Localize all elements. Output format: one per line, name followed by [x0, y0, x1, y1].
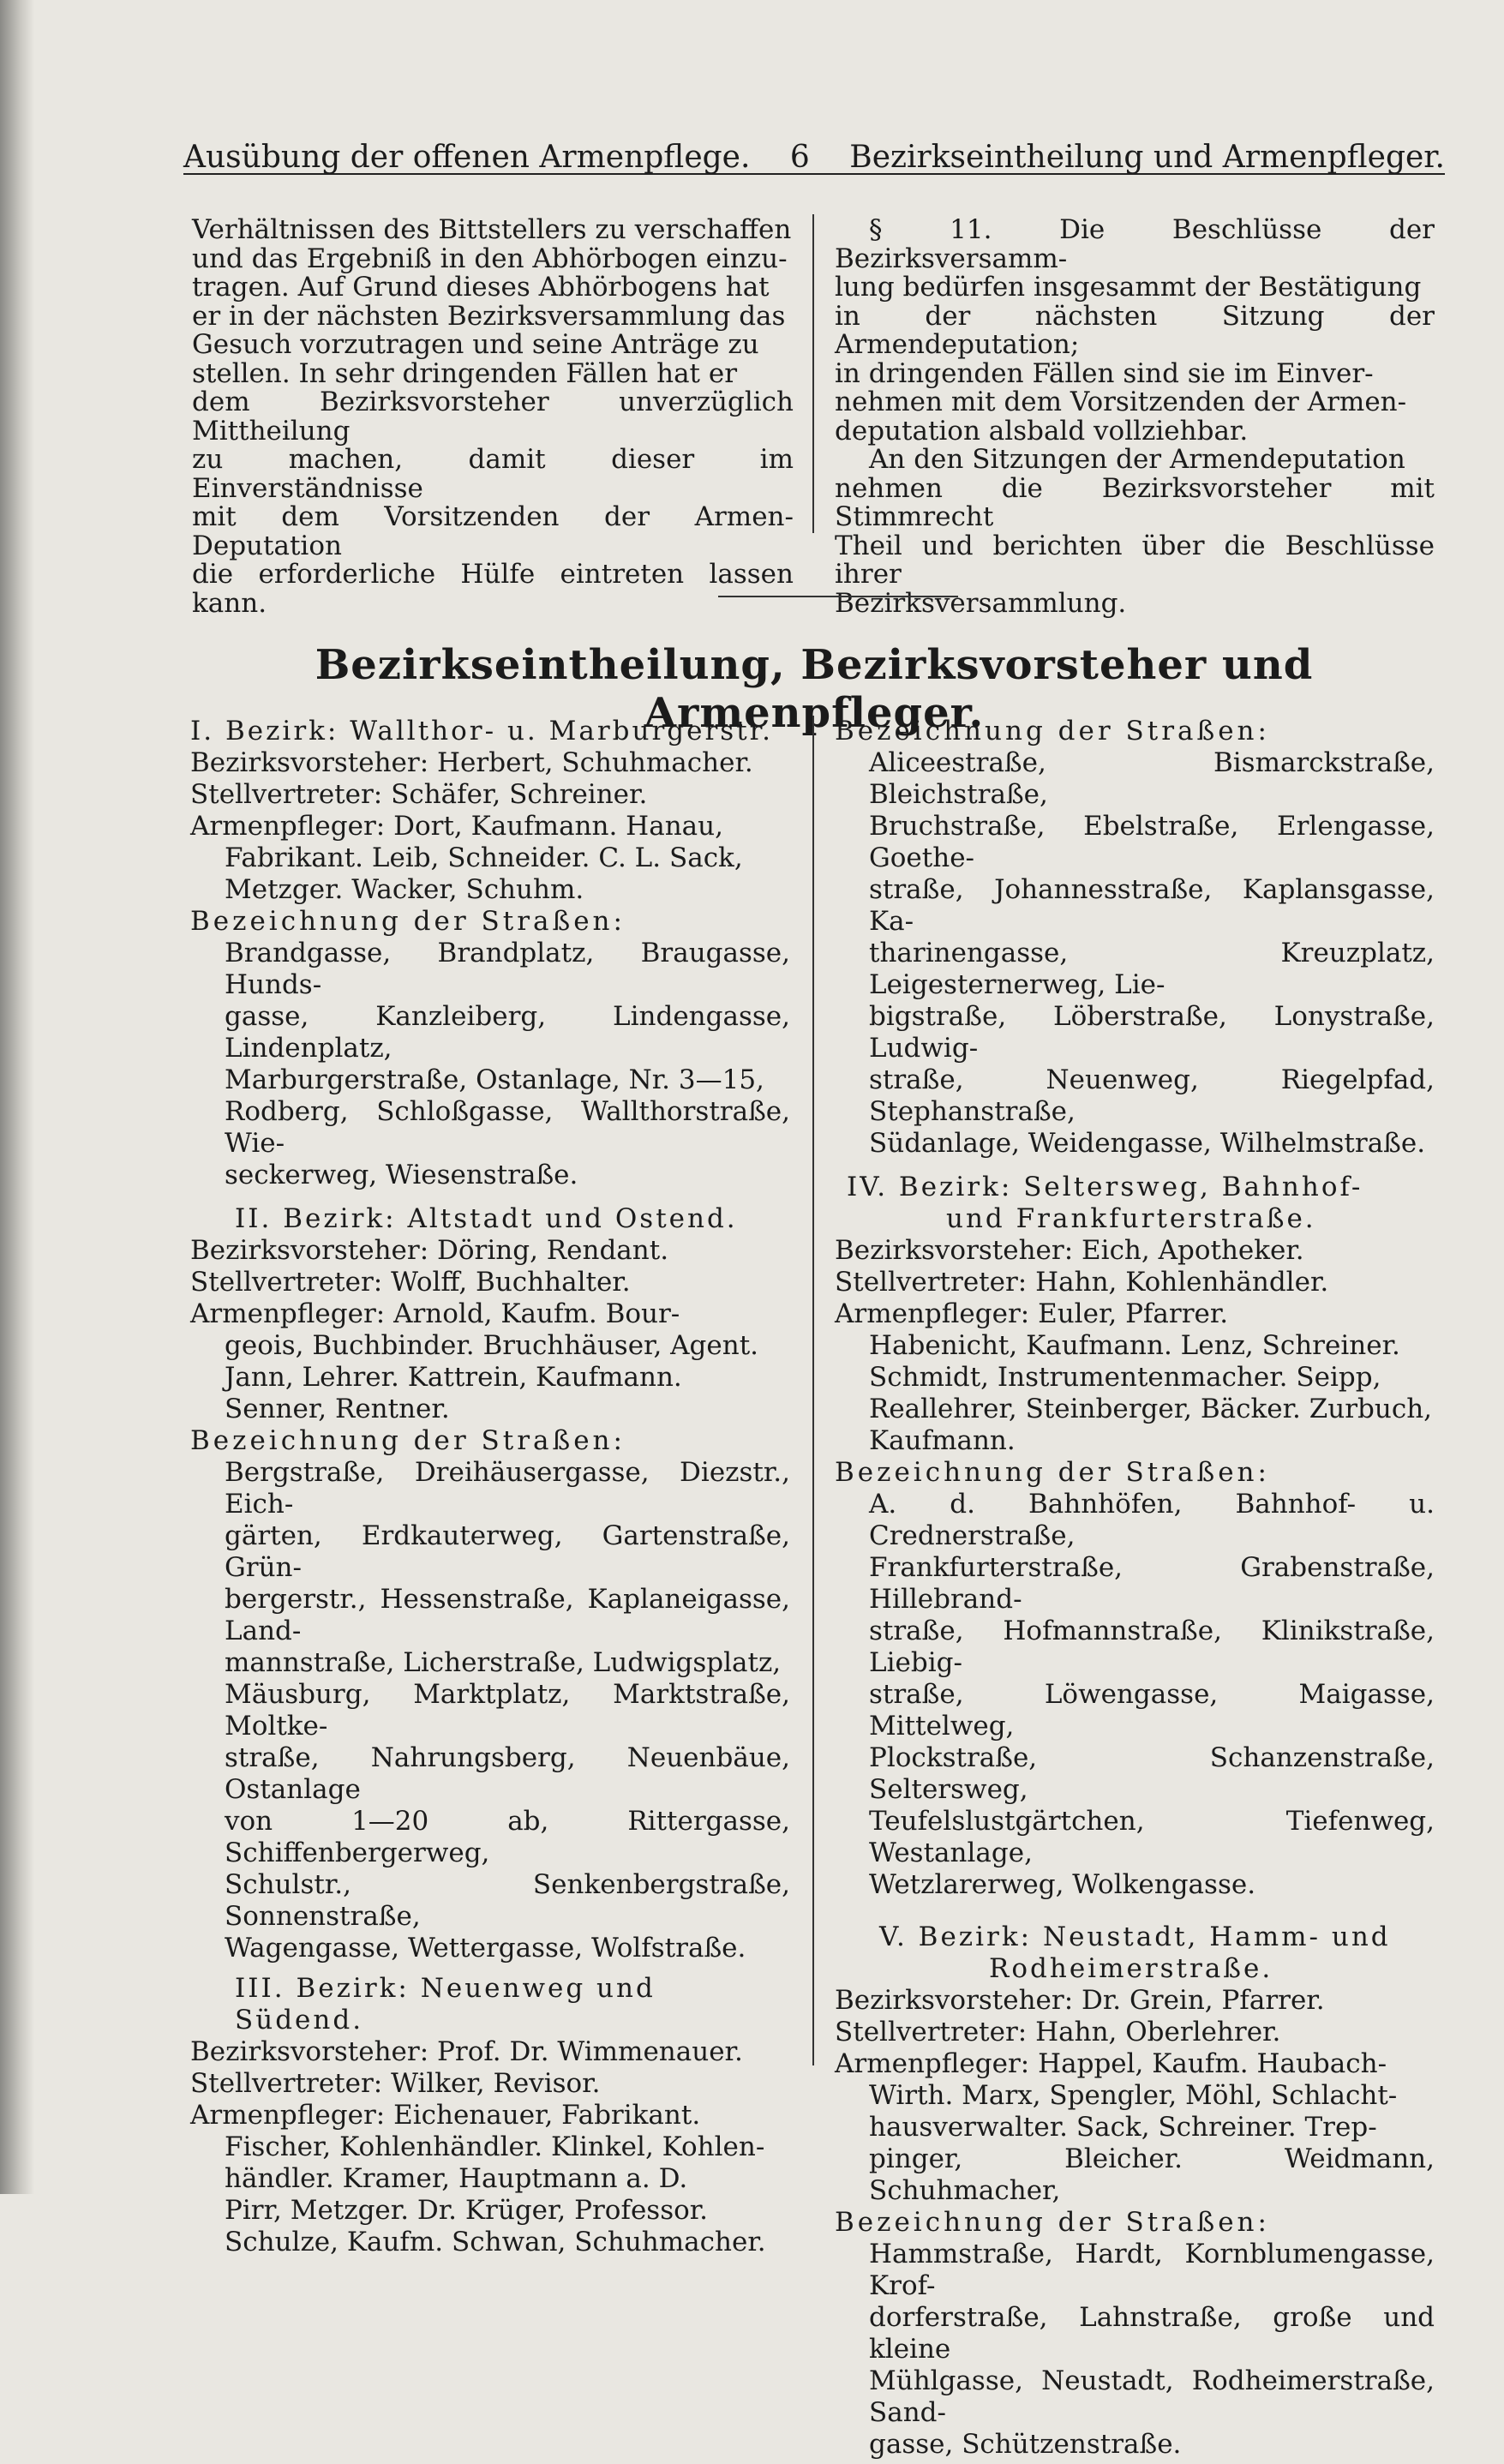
paragraph-11-line: deputation alsbald vollziehbar. — [835, 415, 1249, 447]
armenpfleger-line: Fischer, Kohlenhändler. Klinkel, Kohlen- — [225, 2131, 765, 2162]
intro-line: stellen. In sehr dringenden Fällen hat er — [192, 357, 738, 389]
strassen-line: Schulstr., Senkenbergstraße, Sonnenstraße, — [225, 1869, 790, 1932]
paragraph-11-line: in dringenden Fällen sind sie im Einver- — [835, 357, 1374, 389]
district-1 — [190, 716, 790, 1191]
strassen-label: Bezeichnung der Straßen: — [835, 1457, 1270, 1488]
armenpfleger-line: hausverwalter. Sack, Schreiner. Trep- — [869, 2112, 1377, 2143]
strassen-line: gärten, Erdkauterweg, Gartenstraße, Grün- — [225, 1520, 790, 1583]
district-title: I. Bezirk: Wallthor- u. Marburgerstr. — [190, 716, 773, 746]
intro-line: Verhältnissen des Bittstellers zu verschaffen — [192, 214, 792, 245]
intro-line: Gesuch vorzutragen und seine Anträge zu — [192, 329, 759, 360]
strassen-line: Rodberg, Schloßgasse, Wallthorstraße, Wie- — [225, 1096, 790, 1159]
strassen-line: tharinengasse, Kreuzplatz, Leigesternerweg, Lie- — [869, 938, 1435, 1000]
header-rule — [183, 173, 1445, 175]
district-stellvertreter: Stellvertreter: Wolff, Buchhalter. — [190, 1267, 631, 1298]
strassen-line: Mäusburg, Marktplatz, Marktstraße, Moltke- — [225, 1679, 790, 1742]
strassen-line: Frankfurterstraße, Grabenstraße, Hillebrand- — [869, 1552, 1435, 1615]
strassen-label: Bezeichnung der Straßen: — [190, 906, 626, 937]
header-right: Bezirkseintheilung und Armenpfleger. — [849, 140, 1445, 175]
armenpfleger-line: geois, Buchbinder. Bruchhäuser, Agent. — [225, 1330, 759, 1361]
running-header — [183, 127, 1445, 175]
armenpfleger-line: Fabrikant. Leib, Schneider. C. L. Sack, — [225, 842, 743, 873]
sitzungen-line: Bezirksversammlung. — [835, 587, 1127, 619]
district-stellvertreter: Stellvertreter: Hahn, Oberlehrer. — [835, 2017, 1281, 2047]
strassen-line: Aliceestraße, Bismarckstraße, Bleichstraße, — [869, 747, 1435, 810]
district-vorsteher: Bezirksvorsteher: Prof. Dr. Wimmenauer. — [190, 2036, 743, 2067]
intro-line: zu machen, damit dieser im Einverständnisse — [192, 444, 794, 504]
strassen-line: seckerweg, Wiesenstraße. — [225, 1160, 578, 1190]
column-divider-bottom — [812, 716, 814, 2065]
armenpfleger-line: Armenpfleger: Eichenauer, Fabrikant. — [190, 2100, 701, 2131]
strassen-line: Hammstraße, Hardt, Kornblumengasse, Krof- — [869, 2239, 1435, 2301]
paragraph-11-line: nehmen mit dem Vorsitzenden der Armen- — [835, 387, 1407, 417]
armenpfleger-line: Jann, Lehrer. Kattrein, Kaufmann. — [225, 1362, 682, 1393]
district-title-cont: und Frankfurterstraße. — [946, 1203, 1316, 1234]
paragraph-11-line: in der nächsten Sitzung der Armendeputation; — [835, 300, 1435, 360]
strassen-line: gasse, Schützenstraße. — [869, 2429, 1182, 2460]
armenpfleger-line: Schulze, Kaufm. Schwan, Schuhmacher. — [225, 2227, 766, 2257]
armenpfleger-line: Senner, Rentner. — [225, 1394, 450, 1424]
armenpfleger-line: Reallehrer, Steinberger, Bäcker. Zurbuch, — [869, 1394, 1433, 1424]
district-title: III. Bezirk: Neuenweg und Südend. — [235, 1973, 656, 2035]
strassen-line: Plockstraße, Schanzenstraße, Seltersweg, — [869, 1742, 1435, 1805]
armenpfleger-line: händler. Kramer, Hauptmann a. D. — [225, 2163, 688, 2194]
strassen-line: straße, Nahrungsberg, Neuenbäue, Ostanlage — [225, 1742, 790, 1805]
strassen-line: Teufelslustgärtchen, Tiefenweg, Westanlage, — [869, 1806, 1435, 1868]
page-edge — [0, 0, 34, 2194]
strassen-line: Wagengasse, Wettergasse, Wolfstraße. — [225, 1933, 746, 1963]
strassen-line: dorferstraße, Lahnstraße, große und kleine — [869, 2302, 1435, 2365]
district-vorsteher: Bezirksvorsteher: Dr. Grein, Pfarrer. — [835, 1985, 1325, 2016]
header-left: Ausübung der offenen Armenpflege. — [183, 140, 751, 175]
districts-left-column — [190, 716, 790, 2262]
district-5 — [835, 1921, 1435, 2461]
strassen-line: straße, Löwengasse, Maigasse, Mittelweg, — [869, 1679, 1435, 1742]
district-stellvertreter: Stellvertreter: Schäfer, Schreiner. — [190, 779, 648, 810]
district-title: II. Bezirk: Altstadt und Ostend. — [235, 1203, 738, 1234]
district-vorsteher: Bezirksvorsteher: Döring, Rendant. — [190, 1235, 669, 1266]
strassen-line: Wetzlarerweg, Wolkengasse. — [869, 1869, 1256, 1900]
intro-line: und das Ergebniß in den Abhörbogen einzu- — [192, 243, 788, 274]
intro-line: er in der nächsten Bezirksversammlung das — [192, 300, 786, 332]
district-2 — [190, 1203, 790, 1964]
strassen-line: Bergstraße, Dreihäusergasse, Diezstr., Eich- — [225, 1457, 790, 1520]
strassen-line: bergerstr., Hessenstraße, Kaplaneigasse, Land- — [225, 1584, 790, 1646]
district-stellvertreter: Stellvertreter: Hahn, Kohlenhändler. — [835, 1267, 1329, 1298]
intro-line: dem Bezirksvorsteher unverzüglich Mittheilung — [192, 387, 794, 447]
strassen-label: Bezeichnung der Straßen: — [190, 1425, 626, 1456]
district-4 — [835, 1172, 1435, 1901]
sitzungen-line: Theil und berichten über die Beschlüsse ihrer — [835, 530, 1435, 590]
intro-line: die erforderliche Hülfe eintreten lassen kann. — [192, 559, 794, 619]
district-3-strassen — [835, 716, 1435, 1160]
column-divider-top — [812, 214, 814, 533]
strassen-line: straße, Johannesstraße, Kaplansgasse, Ka- — [869, 874, 1435, 937]
district-vorsteher: Bezirksvorsteher: Eich, Apotheker. — [835, 1235, 1304, 1266]
armenpfleger-line: Habenicht, Kaufmann. Lenz, Schreiner. — [869, 1330, 1400, 1361]
intro-line: tragen. Auf Grund dieses Abhörbogens hat — [192, 272, 770, 303]
district-vorsteher: Bezirksvorsteher: Herbert, Schuhmacher. — [190, 747, 753, 778]
strassen-line: straße, Hofmannstraße, Klinikstraße, Liebig- — [869, 1616, 1435, 1678]
strassen-line: von 1—20 ab, Rittergasse, Schiffenbergerweg, — [225, 1806, 790, 1868]
intro-left-column — [192, 216, 794, 618]
armenpfleger-line: pinger, Bleicher. Weidmann, Schuhmacher, — [869, 2143, 1435, 2206]
sitzungen-line: An den Sitzungen der Armendeputation — [869, 444, 1405, 475]
section-divider-rule — [718, 596, 958, 597]
armenpfleger-line: Armenpfleger: Arnold, Kaufm. Bour- — [190, 1298, 680, 1329]
armenpfleger-line: Pirr, Metzger. Dr. Krüger, Professor. — [225, 2195, 709, 2226]
strassen-label: Bezeichnung der Straßen: — [835, 2207, 1270, 2238]
district-stellvertreter: Stellvertreter: Wilker, Revisor. — [190, 2068, 601, 2099]
strassen-line: mannstraße, Licherstraße, Ludwigsplatz, — [225, 1647, 782, 1678]
intro-line: mit dem Vorsitzenden der Armen-Deputation — [192, 501, 794, 561]
strassen-line: straße, Neuenweg, Riegelpfad, Stephanstraße, — [869, 1064, 1435, 1127]
strassen-line: bigstraße, Löberstraße, Lonystraße, Ludwig- — [869, 1001, 1435, 1064]
strassen-line: Südanlage, Weidengasse, Wilhelmstraße. — [869, 1128, 1426, 1159]
armenpfleger-line: Armenpfleger: Euler, Pfarrer. — [835, 1298, 1229, 1329]
sitzungen-line: nehmen die Bezirksvorsteher mit Stimmrecht — [835, 472, 1435, 532]
paragraph-11-line: lung bedürfen insgesammt der Bestätigung — [835, 272, 1422, 303]
armenpfleger-line: Armenpfleger: Dort, Kaufmann. Hanau, — [190, 811, 723, 842]
district-title: V. Bezirk: Neustadt, Hamm- und — [879, 1921, 1391, 1952]
armenpfleger-line: Kaufmann. — [869, 1425, 1016, 1456]
strassen-label: Bezeichnung der Straßen: — [835, 716, 1270, 746]
paragraph-11-line: § 11. Die Beschlüsse der Bezirksversamm- — [835, 214, 1435, 274]
districts-right-column — [835, 716, 1435, 2464]
armenpfleger-line: Schmidt, Instrumentenmacher. Seipp, — [869, 1362, 1381, 1393]
section-title: Bezirkseintheilung, Bezirksvorsteher und Armenpfleger. — [315, 641, 1314, 737]
strassen-line: Brandgasse, Brandplatz, Braugasse, Hunds- — [225, 938, 790, 1000]
strassen-line: Bruchstraße, Ebelstraße, Erlengasse, Goethe- — [869, 811, 1435, 873]
armenpfleger-line: Metzger. Wacker, Schuhm. — [225, 874, 584, 905]
district-title: IV. Bezirk: Seltersweg, Bahnhof- — [847, 1172, 1363, 1202]
armenpfleger-line: Armenpfleger: Happel, Kaufm. Haubach- — [835, 2048, 1387, 2079]
intro-right-column — [835, 216, 1435, 618]
strassen-line: gasse, Kanzleiberg, Lindengasse, Lindenplatz, — [225, 1001, 790, 1064]
page-number: 6 — [789, 140, 810, 175]
armenpfleger-line: Wirth. Marx, Spengler, Möhl, Schlacht- — [869, 2080, 1398, 2111]
strassen-line: Marburgerstraße, Ostanlage, Nr. 3—15, — [225, 1064, 764, 1095]
strassen-line: A. d. Bahnhöfen, Bahnhof- u. Crednerstraße, — [869, 1489, 1435, 1551]
strassen-line: Mühlgasse, Neustadt, Rodheimerstraße, Sand- — [869, 2365, 1435, 2428]
district-title-cont: Rodheimerstraße. — [989, 1953, 1273, 1984]
district-3 — [190, 1973, 790, 2258]
